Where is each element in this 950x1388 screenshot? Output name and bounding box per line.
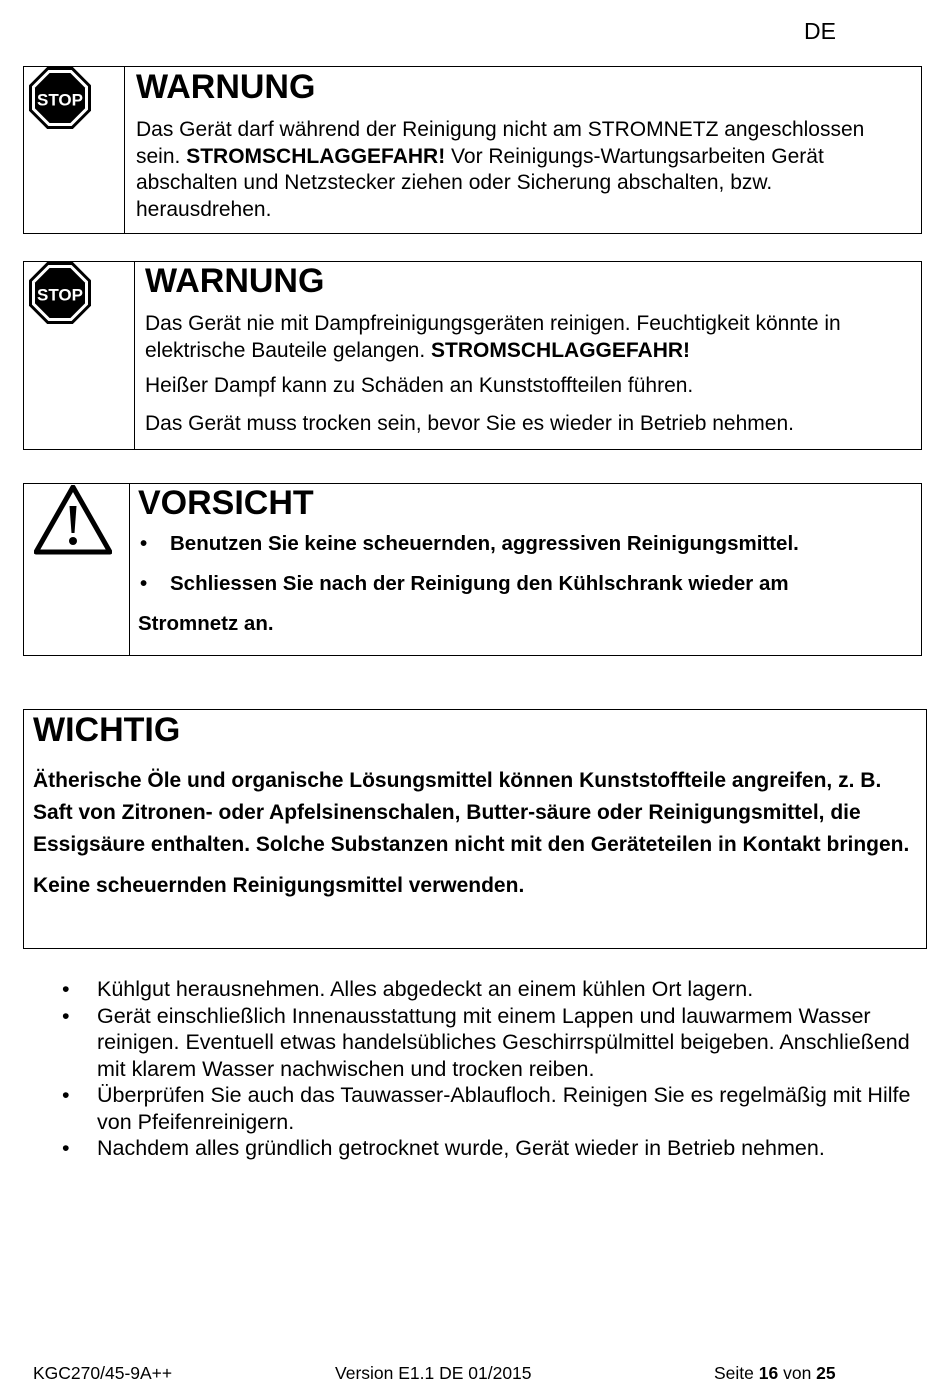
- language-code: DE: [804, 18, 836, 44]
- warning-text-1a: Das Gerät darf während der Reinigung nicht am STROMNETZ angeschlossen sein.: [136, 118, 865, 168]
- page-number: 16: [758, 1363, 779, 1383]
- warning-title-2: WARNUNG: [145, 262, 325, 300]
- list-item: [60, 1003, 920, 1083]
- important-title: WICHTIG: [33, 711, 181, 749]
- bullet: •: [62, 1003, 70, 1028]
- cleaning-steps-list: [60, 976, 920, 1162]
- shock-hazard-label: STROMSCHLAGGEFAHR!: [186, 144, 446, 168]
- warning2-para-2: Heißer Dampf kann zu Schäden an Kunststoffteilen führen.: [145, 374, 694, 397]
- warning-text-1b: Vor Reinigungs-Wartungsarbeiten Gerät abschalten und Netzstecker ziehen oder Sicherung abschalten, bzw. herausdrehen.: [136, 144, 824, 221]
- warning-content-2: [145, 262, 913, 437]
- stop-sign-icon: [29, 67, 91, 129]
- important-content: [33, 710, 918, 899]
- warning-title-1: WARNUNG: [136, 68, 316, 106]
- caution-item: [138, 571, 913, 637]
- list-item: [60, 1135, 920, 1162]
- bullet: •: [62, 977, 70, 1001]
- step-text: Kühlgut herausnehmen. Alles abgedeckt an einem kühlen Ort lagern.: [97, 977, 754, 1001]
- bullet: •: [62, 1136, 70, 1160]
- page-total: 25: [816, 1363, 836, 1383]
- page-mid: von: [778, 1363, 817, 1383]
- footer-page: [714, 1363, 836, 1384]
- caution-title: VORSICHT: [138, 484, 314, 522]
- bullet: •: [62, 1083, 70, 1107]
- list-item: [60, 976, 920, 1003]
- important-para-2: Keine scheuernden Reinigungsmittel verwenden.: [33, 874, 525, 897]
- step-text: Nachdem alles gründlich getrocknet wurde, Gerät wieder in Betrieb nehmen.: [97, 1136, 825, 1160]
- warning2-para-1: [145, 311, 913, 364]
- list-item: [60, 1082, 920, 1135]
- page-prefix: Seite: [714, 1363, 759, 1383]
- footer-model: KGC270/45-9A++: [33, 1363, 173, 1383]
- step-text: Gerät einschließlich Innenausstattung mit einem Lappen und lauwarmem Wasser reinigen. Eventuell etwas handelsübliches Geschirrspülmittel beigeben. Anschließend mit klarem Wasser nachwischen und trocken reiben.: [97, 1003, 910, 1081]
- warning2-para-3: Das Gerät muss trocken sein, bevor Sie es wieder in Betrieb nehmen.: [145, 411, 794, 435]
- warning-icon-cell: [24, 67, 125, 233]
- important-para-1: Ätherische Öle und organische Lösungsmittel können Kunststoffteile angreifen, z. B. Saft von Zitronen- oder Apfelsinenschalen, Butter-säure oder Reinigungsmittel, die Essigsäure enthalten. Solche Substanzen nicht mit den Geräteteilen in Kontakt bringen.: [33, 769, 910, 856]
- warning-triangle-icon: [34, 485, 112, 560]
- caution-item-text: Schliessen Sie nach der Reinigung den Kühlschrank wieder am: [170, 572, 789, 595]
- warning2-para-1a: Das Gerät nie mit Dampfreinigungsgeräten reinigen. Feuchtigkeit könnte in elektrische Bauteile gelangen.: [145, 312, 841, 362]
- bullet: •: [140, 532, 148, 555]
- caution-list: [138, 531, 913, 637]
- caution-item-text-cont: Stromnetz an.: [138, 612, 274, 635]
- warning-content-1: [136, 67, 913, 223]
- warning-box-2: [23, 261, 922, 450]
- caution-item-text: Benutzen Sie keine scheuernden, aggressiven Reinigungsmittel.: [170, 532, 799, 555]
- warning-icon-cell-2: [24, 262, 135, 449]
- warning-text-1: [136, 117, 913, 223]
- caution-item: [138, 531, 913, 557]
- step-text: Überprüfen Sie auch das Tauwasser-Ablaufloch. Reinigen Sie es regelmäßig mit Hilfe von Pfeifenreinigern.: [97, 1083, 911, 1134]
- shock-hazard-label-2: STROMSCHLAGGEFAHR!: [431, 338, 691, 362]
- stop-sign-icon: [29, 262, 91, 324]
- caution-content: [138, 484, 913, 637]
- svg-text:STOP: STOP: [37, 285, 83, 305]
- footer-version: Version E1.1 DE 01/2015: [335, 1363, 532, 1383]
- caution-box: [23, 483, 922, 656]
- caution-icon-cell: [24, 484, 130, 655]
- important-box: [23, 709, 927, 949]
- svg-text:STOP: STOP: [37, 90, 83, 110]
- warning-box-1: [23, 66, 922, 234]
- bullet: •: [140, 572, 148, 595]
